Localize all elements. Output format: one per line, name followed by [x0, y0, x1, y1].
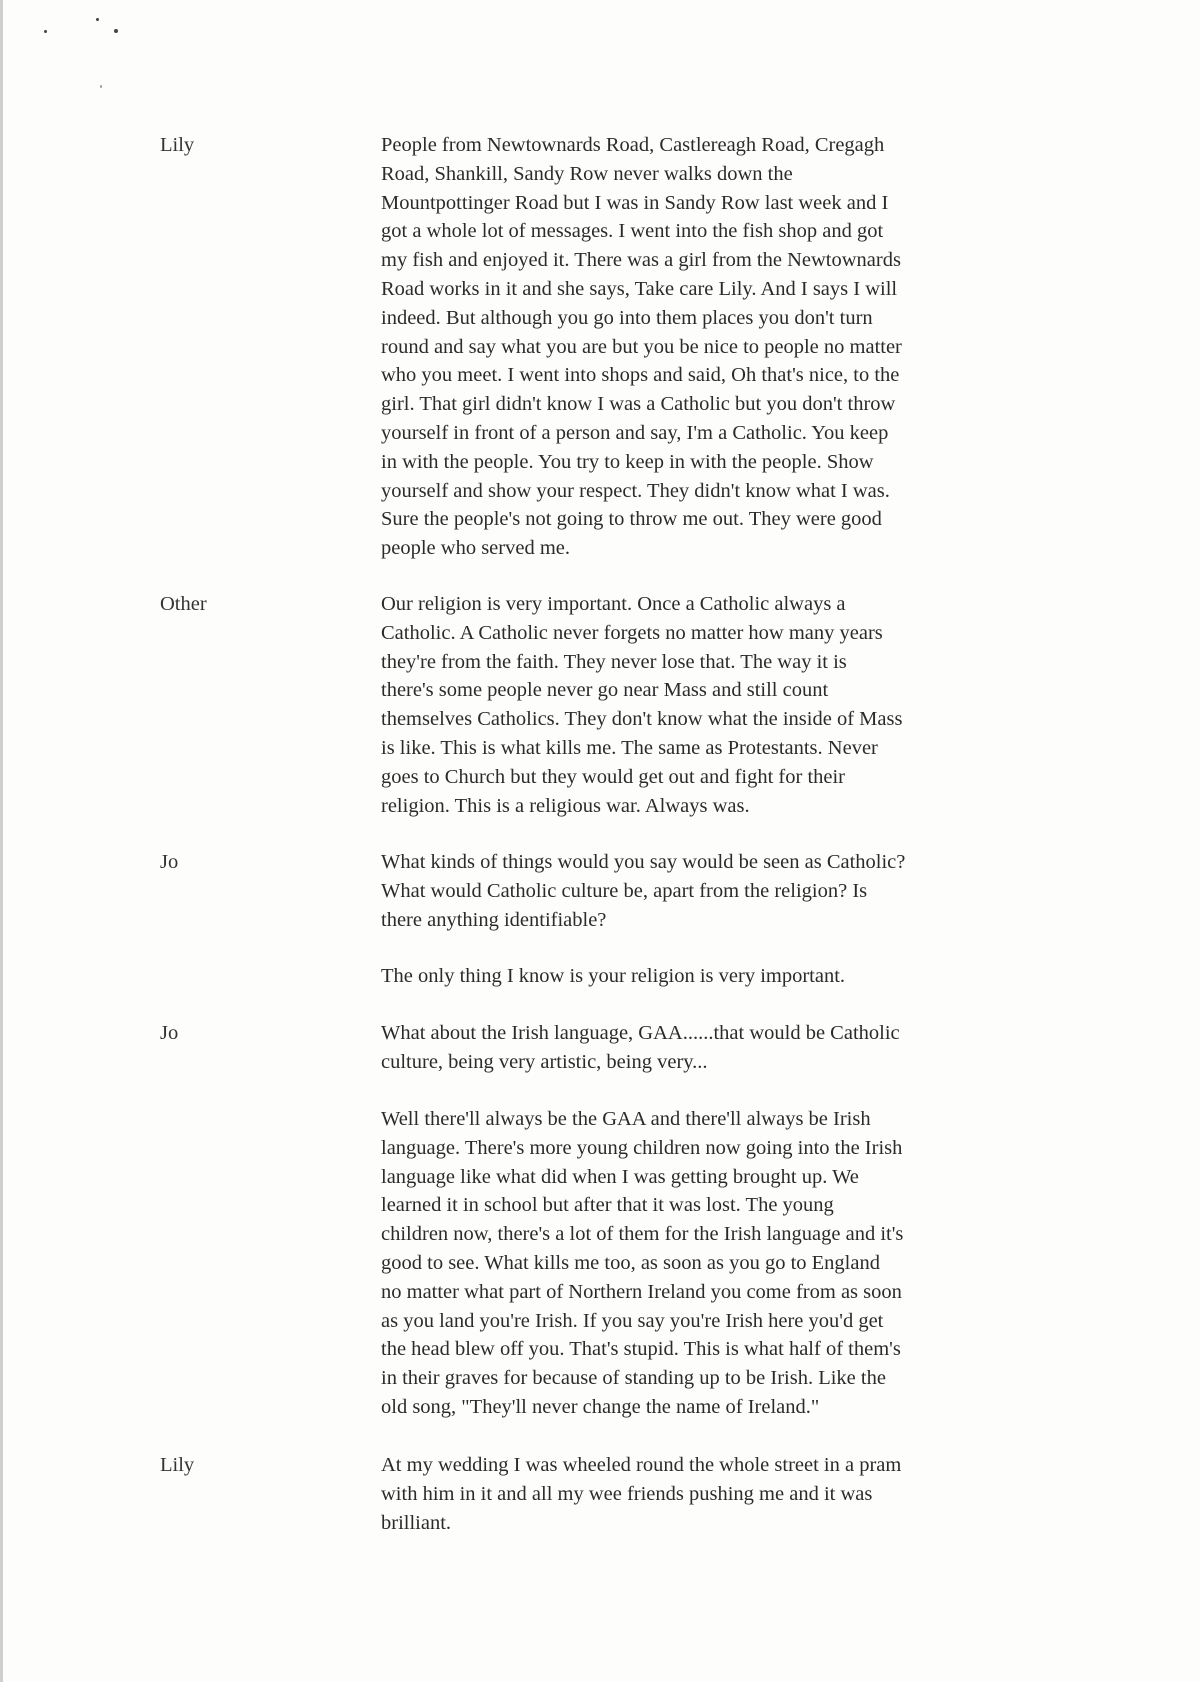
scan-speck [100, 85, 102, 88]
speech-text: Well there'll always be the GAA and there'll always be Irish language. There's more young children now going into the Irish language like what did when I was getting brought up. We learned it in school but after that it was lost. The young children now, there's a lot of them for the Irish language and it's good to see. What kills me too, as soon as you go to England no matter what part of Northern Ireland you come from as soon as you land you're Irish. If you say you're Irish here you'd get the head blew off you. That's stupid. This is what half of them's in their graves for because of standing up to be Irish. Like the old song, "They'll never change the name of Ireland." [381, 1108, 904, 1418]
speech-text: Our religion is very important. Once a Catholic always a Catholic. A Catholic never forgets no matter how many years they're from the faith. They never lose that. The way it is there's some people never go near Mass and still count themselves Catholics. They don't know what the inside of Mass is like. This is what kills me. The same as Protestants. Never goes to Church but they would get out and fight for their religion. This is a religious war. Always was. [381, 593, 903, 817]
speech-text: The only thing I know is your religion is very important. [381, 965, 846, 987]
speech-text: People from Newtownards Road, Castlereagh Road, Cregagh Road, Shankill, Sandy Row never walks down the Mountpottinger Road but I was in Sandy Row last week and I got a whole lot of messages. I went into the fish shop and got my fish and enjoyed it. There was a girl from the Newtownards Road works in it and she says, Take care Lily. And I says I will indeed. But although you go into them places you don't turn round and say what you are but you be nice to people no matter who you meet. I went into shops and said, Oh that's nice, to the girl. That girl didn't know I was a Catholic but you don't throw yourself in front of a person and say, I'm a Catholic. You keep in with the people. You try to keep in with the people. Show yourself and show your respect. They didn't know what I was. Sure the people's not going to throw me out. They were good people who served me. [381, 134, 902, 560]
speaker-label: Jo [160, 851, 179, 873]
speaker-label: Jo [160, 1022, 179, 1044]
speaker-label: Other [160, 593, 207, 615]
speech-text: What about the Irish language, GAA......that would be Catholic culture, being very artistic, being very... [381, 1022, 900, 1073]
scan-speck [96, 18, 99, 21]
speech-text: At my wedding I was wheeled round the whole street in a pram with him in it and all my wee friends pushing me and it was brilliant. [381, 1454, 902, 1534]
scan-speck [44, 30, 47, 33]
page-edge-shadow [0, 0, 3, 1682]
speaker-label: Lily [160, 1454, 195, 1476]
speaker-label: Lily [160, 134, 195, 156]
scan-speck [114, 29, 118, 33]
speech-text: What kinds of things would you say would be seen as Catholic? What would Catholic culture be, apart from the religion? Is there anything identifiable? [381, 851, 906, 931]
